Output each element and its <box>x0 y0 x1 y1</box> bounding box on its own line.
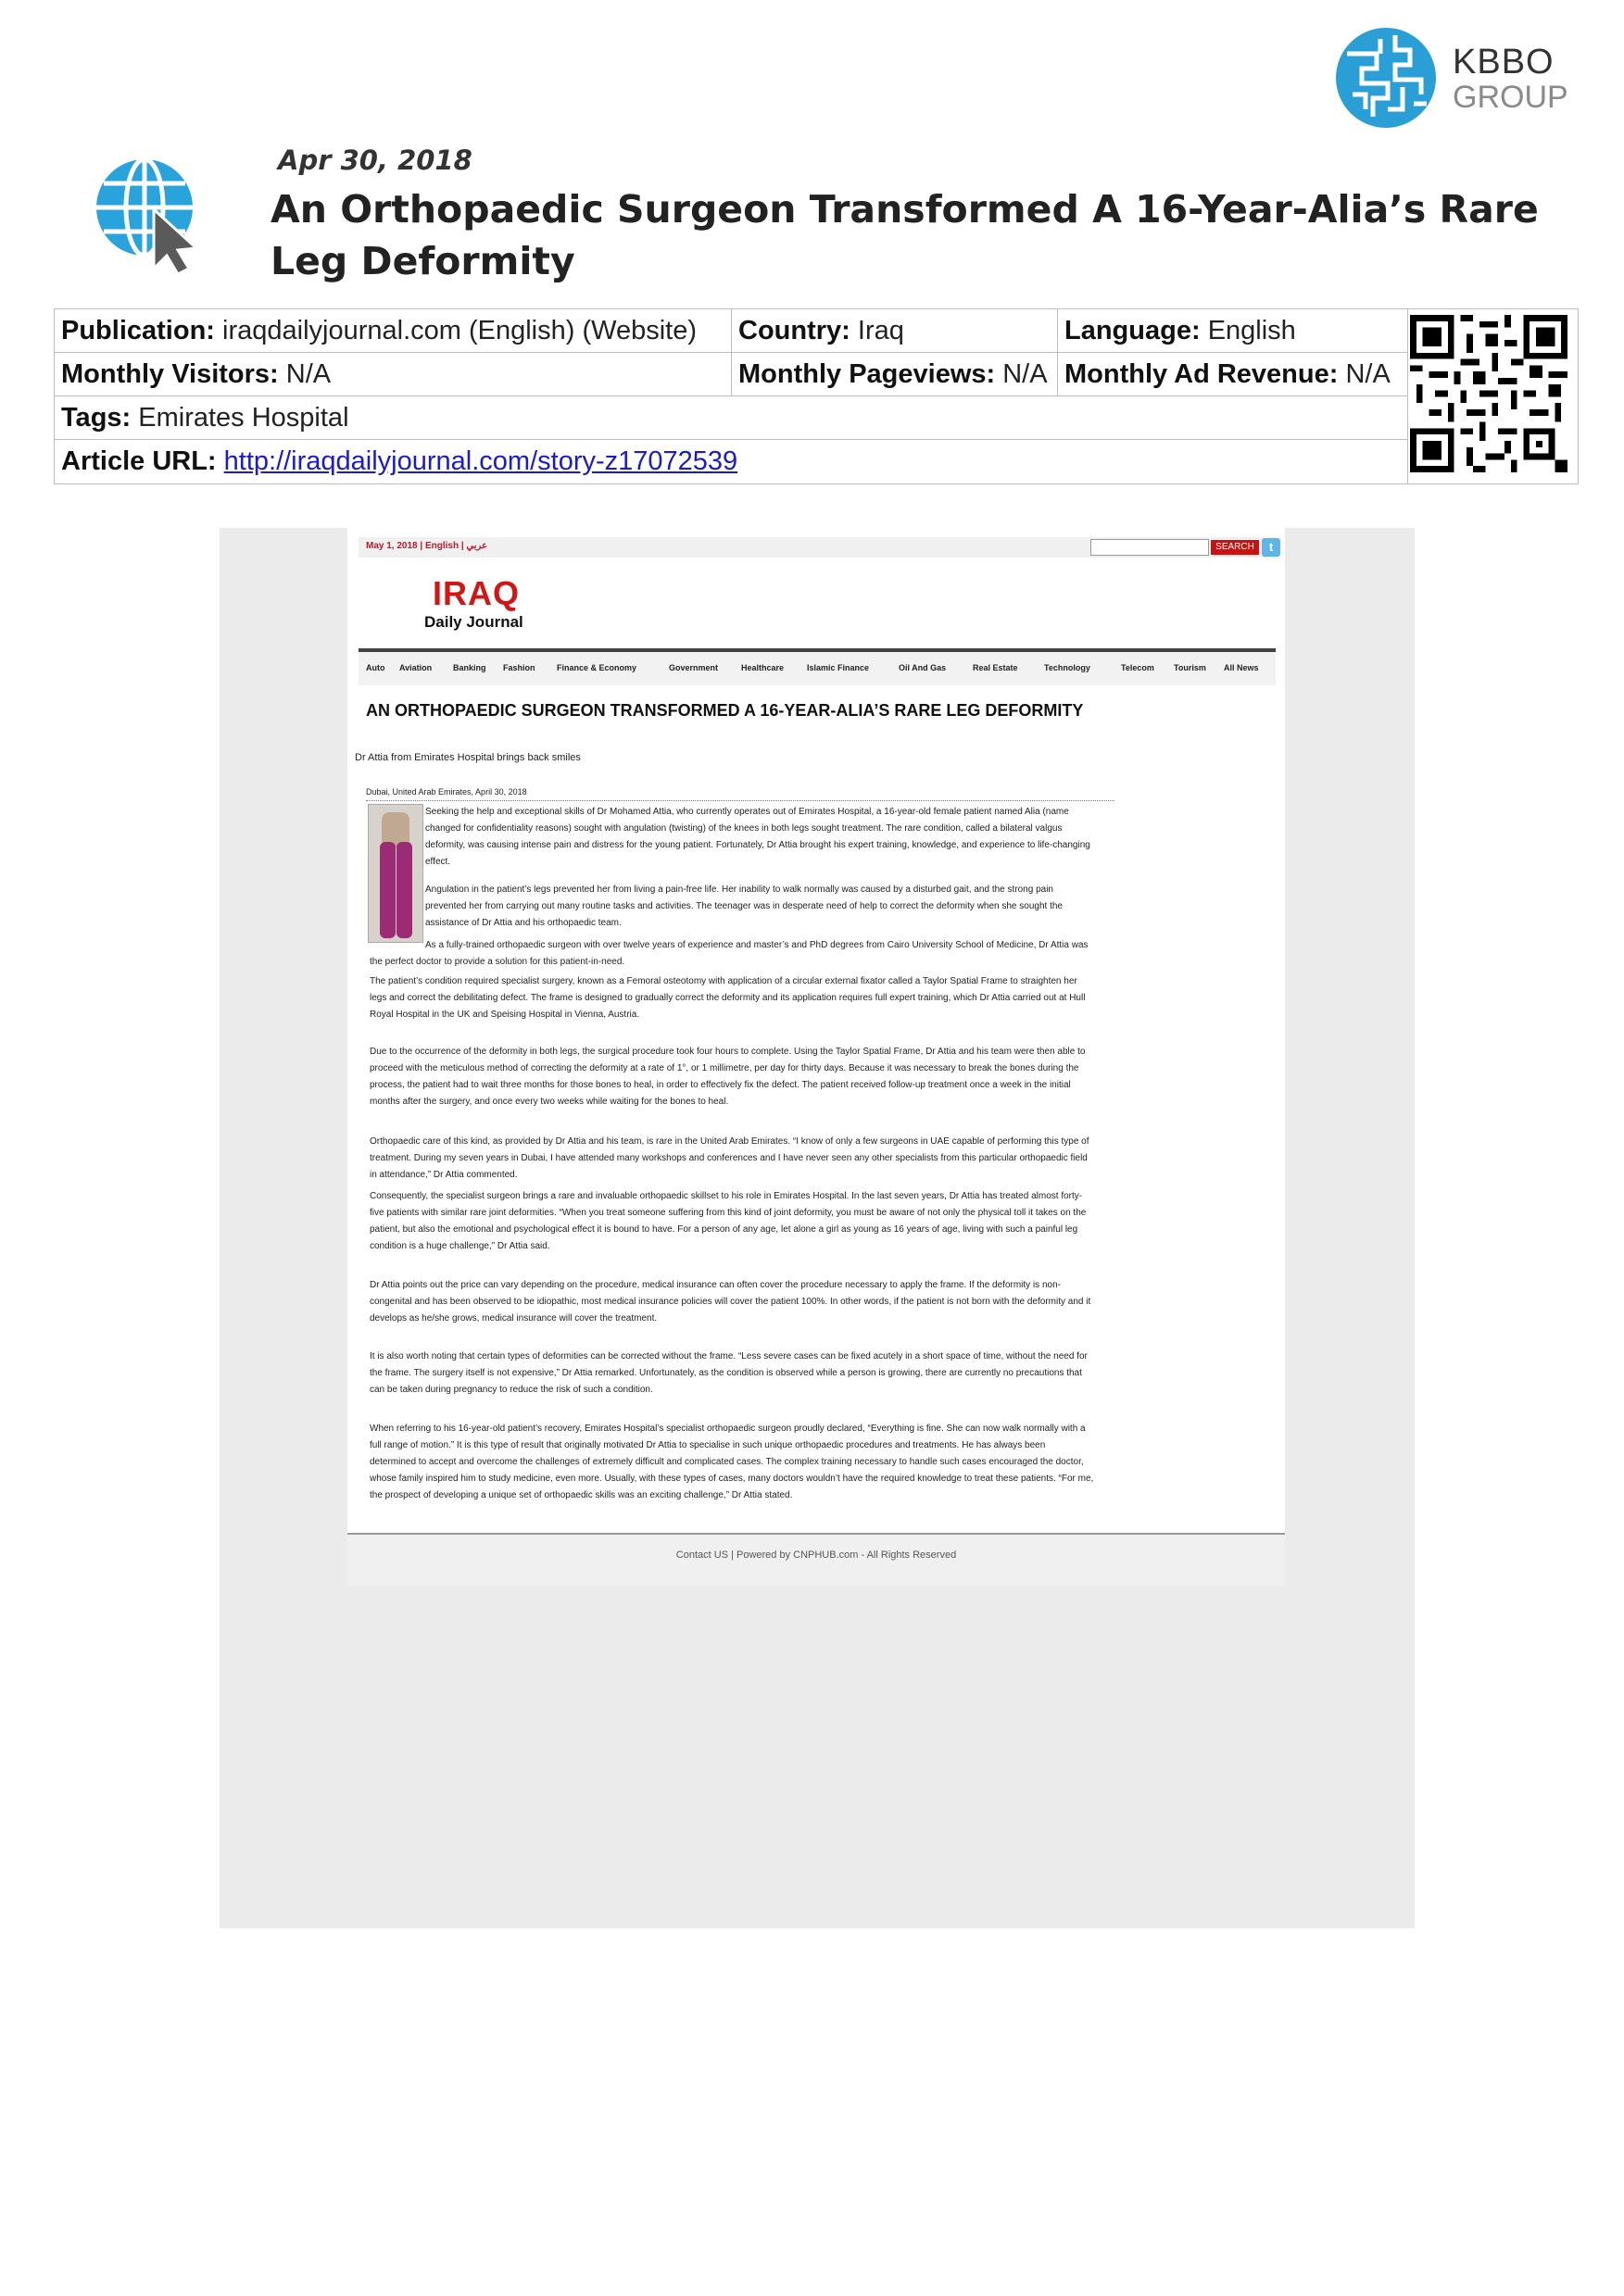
visitors-label: Monthly Visitors: <box>61 359 279 389</box>
url-label: Article URL: <box>61 446 217 476</box>
publication-label: Publication: <box>61 316 215 345</box>
nav-item-finance-economy[interactable]: Finance & Economy <box>557 663 637 672</box>
publication-value: iraqdailyjournal.com (English) (Website) <box>222 316 698 345</box>
visitors-value: N/A <box>285 359 332 389</box>
article-paragraph: Due to the occurrence of the deformity in both legs, the surgical procedure took four hours to complete. Using the Taylor Spatial Frame, Dr Attia and his team were then able to proceed with the meticulous method of correcting the deformity at a rate of 1°, or 1 millimetre, per day for thirty days. Because it was necessary to break the bones during the process, the patient had to wait three months for those bones to heal, in order to effectively fix the defect. The patient received follow-up treatment once a week in the initial months after the surgery, and once every two weeks while waiting for the bones to heal. <box>370 1047 1086 1107</box>
clip-date: Apr 30, 2018 <box>278 144 472 176</box>
nav-item-oil-and-gas[interactable]: Oil And Gas <box>899 663 947 672</box>
kbbo-wordmark: KBBO <box>1453 43 1555 82</box>
article-paragraph: Orthopaedic care of this kind, as provided by Dr Attia and his team, is rare in the United Arab Emirates. “I know of only a few surgeons in UAE capable of performing this type of treatment. During my seven years in Dubai, I have attended many workshops and conferences and I have never seen any other specialists from this particular orthopaedic field in attendance,” Dr Attia commented. <box>370 1136 1089 1180</box>
nav-item-real-estate[interactable]: Real Estate <box>973 663 1018 672</box>
article-photo <box>368 804 423 943</box>
nav-item-healthcare[interactable]: Healthcare <box>741 663 785 672</box>
nav-item-auto[interactable]: Auto <box>366 663 385 672</box>
url-cell <box>55 440 1407 483</box>
tags-cell <box>55 396 1407 439</box>
nav-item-fashion[interactable]: Fashion <box>503 663 535 672</box>
kbbo-wordmark-group: GROUP <box>1453 80 1568 115</box>
article-paragraph: The patient’s condition required specialist surgery, known as a Femoral osteotomy with application of a circular external fixator called a Taylor Spatial Frame to straighten her legs and correct the debilitating defect. The frame is designed to gradually correct the deformity and its application requires full expert training, which Dr Attia carried out at Hull Royal Hospital in the UK and Speising Hospital in Vienna, Austria. <box>370 976 1086 1020</box>
tags-value: Emirates Hospital <box>138 403 349 433</box>
topbar-date-language-links[interactable]: May 1, 2018 | English | عربي <box>366 541 488 551</box>
kbbo-logo <box>1334 26 1575 130</box>
pageviews-cell <box>732 353 1056 395</box>
article-paragraph: As a fully-trained orthopaedic surgeon with over twelve years of experience and master’s and PhD degrees from Cairo University School of Medicine, Dr Attia was the perfect doctor to provide a solution for this patient-in-need. <box>370 940 1089 967</box>
publication-meta-table <box>54 308 1579 484</box>
nav-item-all-news[interactable]: All News <box>1224 663 1259 672</box>
language-label: Language: <box>1064 316 1201 345</box>
clip-headline: An Orthopaedic Surgeon Transformed A 16-Year-Alia’s Rare Leg Deformity <box>271 187 1539 283</box>
language-value: English <box>1207 316 1296 345</box>
qr-code-icon <box>1410 315 1567 472</box>
country-label: Country: <box>738 316 850 345</box>
site-topbar <box>359 537 1276 558</box>
article-paragraph: Dr Attia points out the price can vary depending on the procedure, medical insurance can often cover the procedure necessary to apply the frame. If the deformity is non-congenital and has been observed to be idiopathic, most medical insurance policies will cover the patient 100%. In other words, if the patient is not born with the deformity and it develops as he/she grows, medical insurance will cover the treatment. <box>370 1280 1091 1324</box>
meta-row-traffic <box>55 353 1407 396</box>
embedded-article-page <box>347 528 1285 1584</box>
web-globe-cursor-icon <box>93 156 204 274</box>
site-search-button[interactable]: SEARCH <box>1211 540 1259 555</box>
article-url-link[interactable]: http://iraqdailyjournal.com/story-z17072539 <box>223 446 738 476</box>
site-footer <box>347 1533 1285 1586</box>
article-paragraph: It is also worth noting that certain types of deformities can be corrected without the frame. “Less severe cases can be fixed acutely in a short space of time, without the need for the frame. The surgery itself is not expensive,” Dr Attia remarked. Unfortunately, as the condition is observed while a person is growing, there are currently no precautions that can be taken during pregnancy to reduce the risk of such a condition. <box>370 1351 1088 1395</box>
article-subtitle: Dr Attia from Emirates Hospital brings back smiles <box>355 752 581 763</box>
meta-row-tags <box>55 396 1407 440</box>
article-paragraph: Consequently, the specialist surgeon brings a rare and invaluable orthopaedic skillset to his role in Emirates Hospital. In the last seven years, Dr Attia has treated almost forty-five patients with similar rare joint deformities. “When you treat someone suffering from this kind of joint deformity, you must be aware of not only the physical toll it takes on the patient, but also the emotional and psychological effect it is bound to have. For a person of any age, let alone a girl as young as 16 years of age, living with such a painful leg condition is a huge challenge,” Dr Attia said. <box>370 1191 1087 1251</box>
meta-row-url <box>55 440 1407 483</box>
language-cell <box>1058 309 1407 352</box>
site-footer-text[interactable]: Contact US | Powered by CNPHUB.com - All Rights Reserved <box>675 1549 957 1561</box>
nav-item-banking[interactable]: Banking <box>453 663 486 672</box>
twitter-icon[interactable]: t <box>1262 538 1280 557</box>
site-search-input[interactable] <box>1090 539 1209 556</box>
site-logo-daily-journal[interactable]: Daily Journal <box>424 613 523 631</box>
ad-revenue-label: Monthly Ad Revenue: <box>1064 359 1339 389</box>
article-paragraph: Angulation in the patient’s legs prevented her from living a pain-free life. Her inability to walk normally was caused by a disturbed gait, and the strong pain prevented her from carrying out many routine tasks and activities. The teenager was in desperate need of help to correct the deformity when she sought the assistance of Dr Attia and his orthopaedic team. <box>425 885 1063 928</box>
nav-item-aviation[interactable]: Aviation <box>399 663 433 672</box>
article-paragraph: Seeking the help and exceptional skills of Dr Mohamed Attia, who currently operates out of Emirates Hospital, a 16-year-old female patient named Alia (name changed for confidentiality reasons) sought with angulation (twisting) of the knees in both legs sought treatment. The rare condition, called a bilateral valgus deformity, was causing intense pain and distress for the young patient. Fortunately, Dr Attia brought his expert training, knowledge, and experience to life-changing effect. <box>425 807 1090 867</box>
country-cell <box>732 309 1056 352</box>
country-value: Iraq <box>857 316 904 345</box>
article-dateline: Dubai, United Arab Emirates, April 30, 2018 <box>366 787 1114 801</box>
publication-cell <box>55 309 731 352</box>
nav-item-government[interactable]: Government <box>669 663 719 672</box>
nav-item-tourism[interactable]: Tourism <box>1174 663 1206 672</box>
site-logo-iraq[interactable]: IRAQ <box>433 574 520 612</box>
tags-label: Tags: <box>61 403 132 433</box>
nav-item-telecom[interactable]: Telecom <box>1121 663 1154 672</box>
site-category-nav <box>359 648 1276 685</box>
article-paragraph: When referring to his 16-year-old patient’s recovery, Emirates Hospital’s specialist orthopaedic surgeon proudly declared, “Everything is fine. She can now walk normally with a full range of motion.” It is this type of result that originally motivated Dr Attia to specialise in such unique orthopaedic procedures and treatments. He has always been determined to accept and overcome the challenges of extremely difficult and complicated cases. The complex training necessary to handle such cases encouraged the doctor, whose family inspired him to study medicine, even more. Usually, with these types of cases, many doctors wouldn’t have the required knowledge to treat these patients. “For me, the prospect of developing a unique set of orthopaedic skills was an exciting challenge,” Dr Attia stated. <box>370 1424 1094 1500</box>
meta-row-publication <box>55 309 1407 353</box>
pageviews-value: N/A <box>1002 359 1048 389</box>
ad-revenue-value: N/A <box>1345 359 1391 389</box>
pageviews-label: Monthly Pageviews: <box>738 359 996 389</box>
kbbo-logo-mark-icon <box>1334 26 1438 130</box>
visitors-cell <box>55 353 731 395</box>
nav-item-islamic-finance[interactable]: Islamic Finance <box>807 663 870 672</box>
nav-item-technology[interactable]: Technology <box>1044 663 1090 672</box>
article-title: AN ORTHOPAEDIC SURGEON TRANSFORMED A 16-YEAR-ALIA’S RARE LEG DEFORMITY <box>366 701 1084 720</box>
ad-revenue-cell <box>1058 353 1407 395</box>
